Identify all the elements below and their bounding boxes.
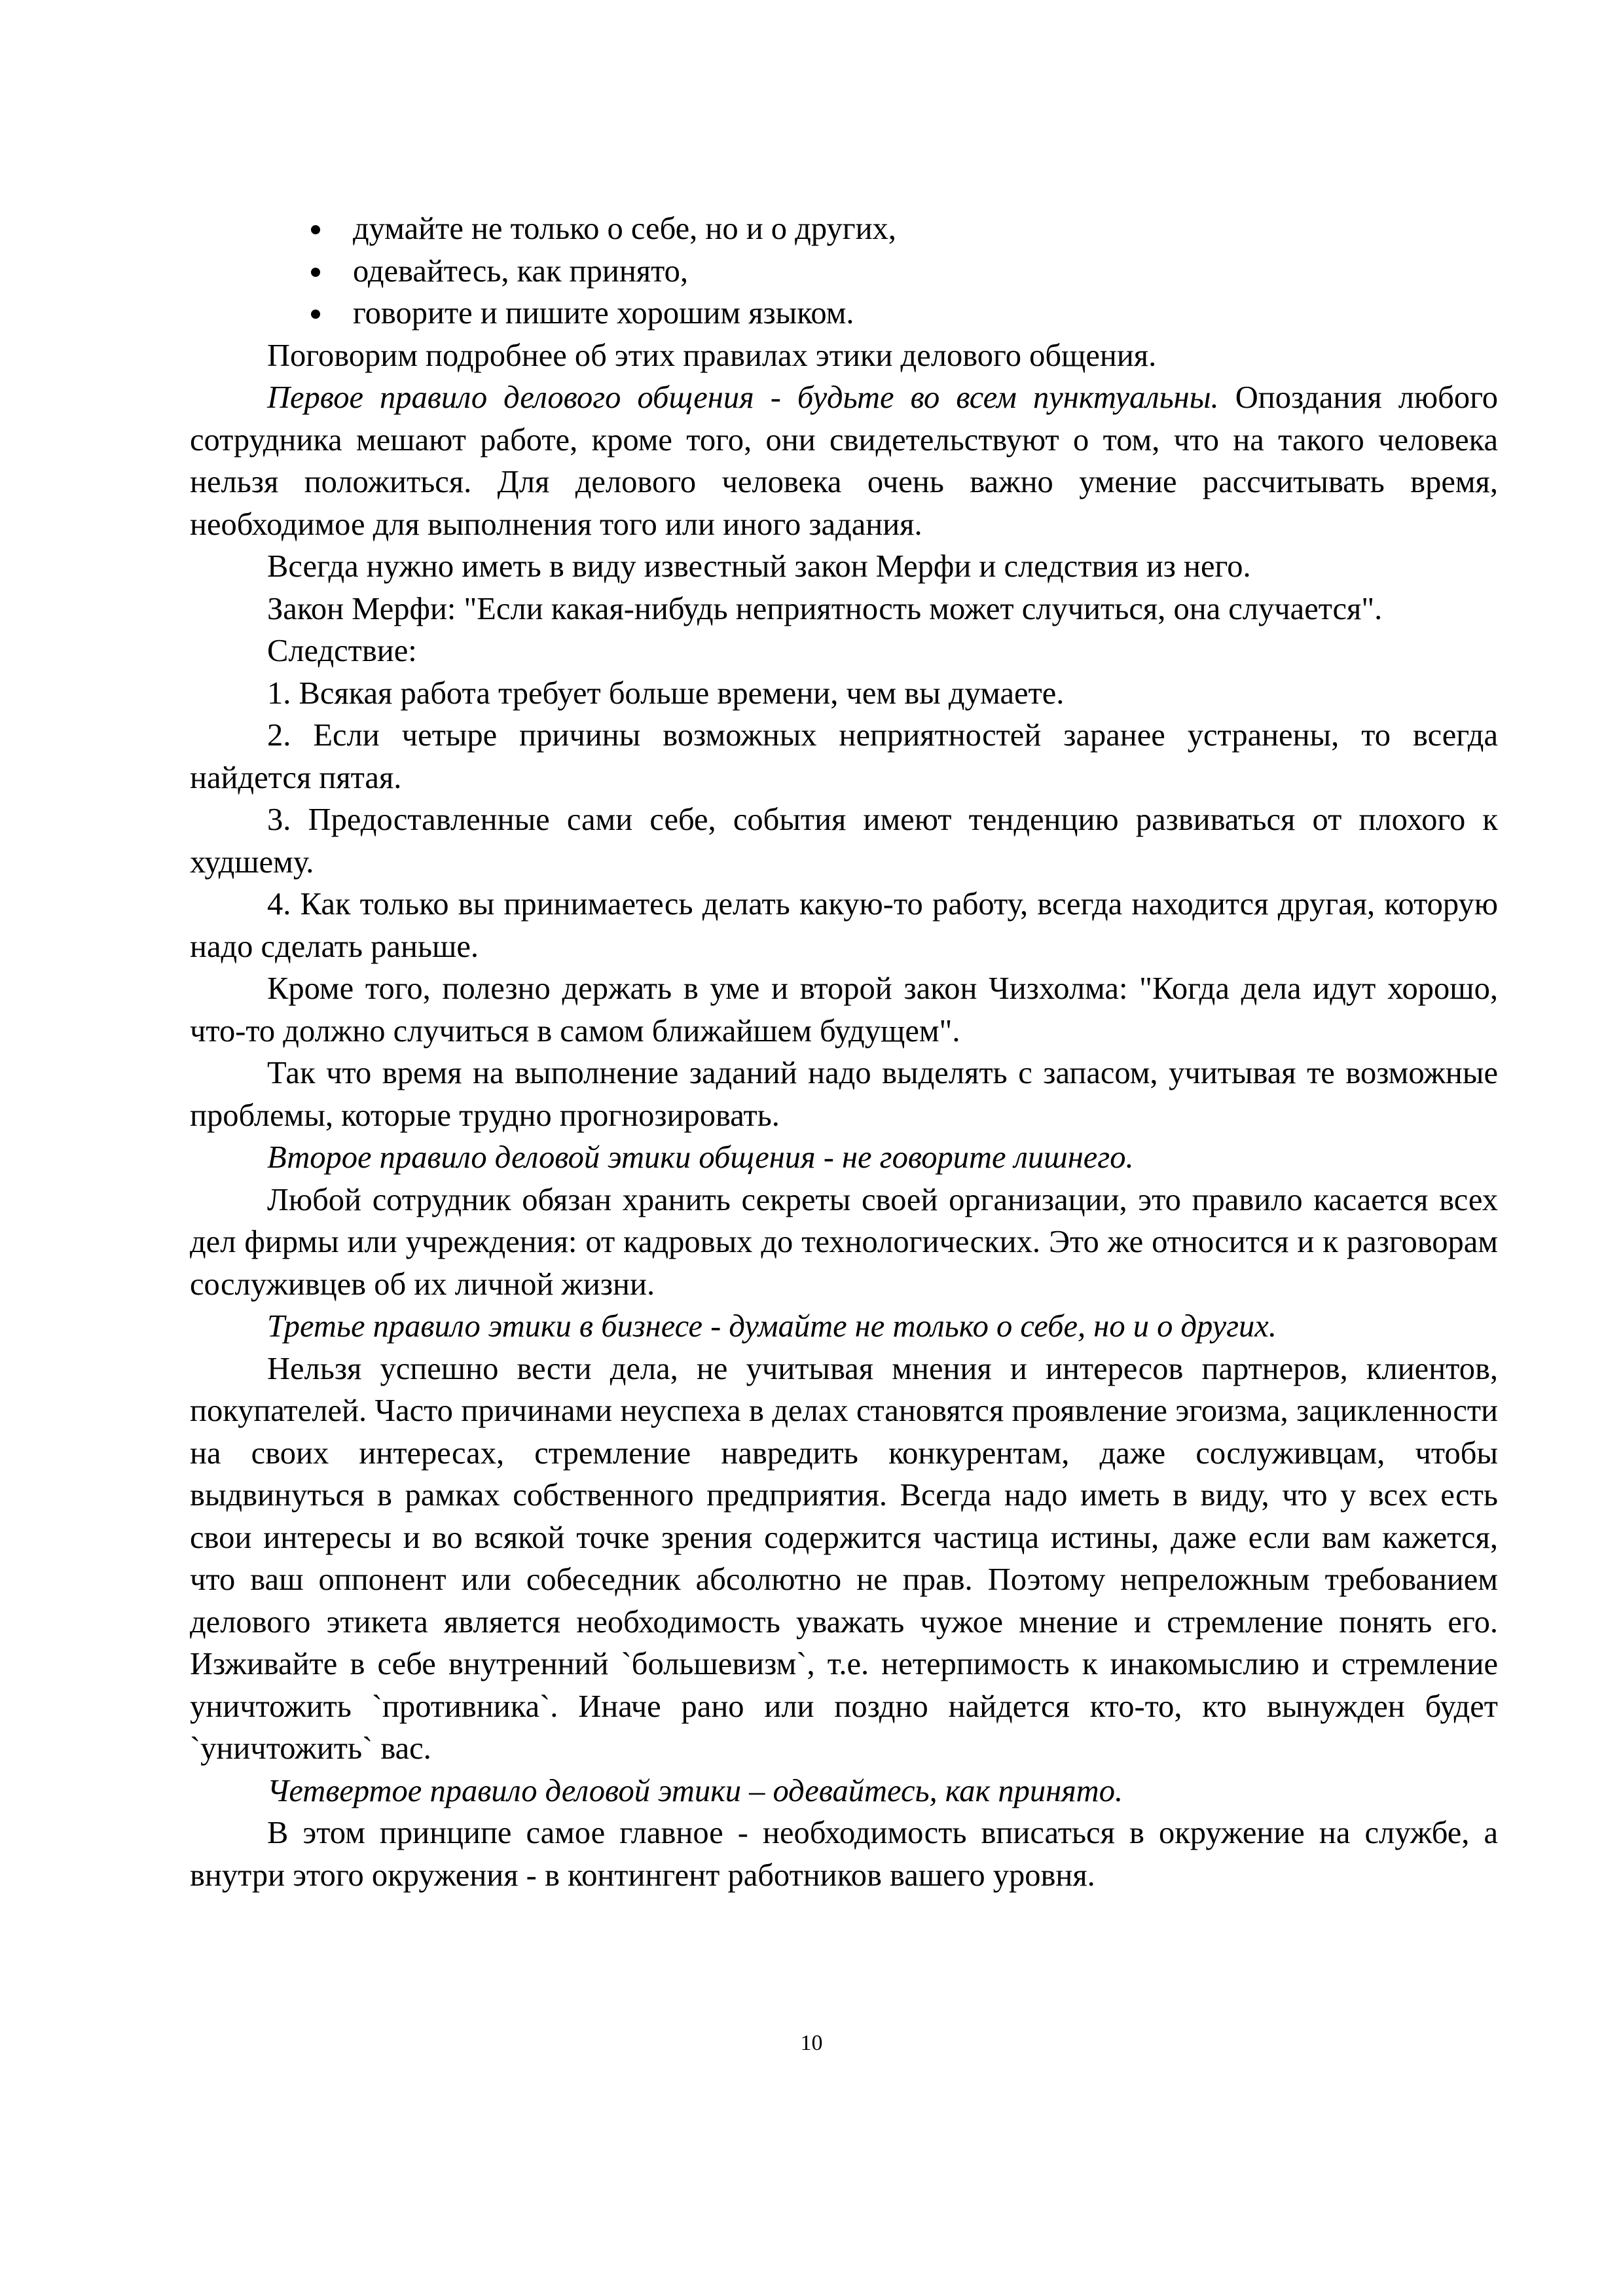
time-reserve-paragraph: Так что время на выполнение заданий надо выделять с запасом, учитывая те возможные проблемы, которые трудно прогнозировать. — [190, 1056, 1498, 1133]
bullet-dot-icon — [311, 310, 320, 319]
rule2-paragraph: Любой сотрудник обязан хранить секреты своей организации, это правило касается всех дел фирмы или учреждения: от кадровых до технологических. Это же относится и к разговорам сослуживцев об их личной жизни. — [190, 1182, 1498, 1302]
corollary-item: 1. Всякая работа требует больше времени, чем вы думаете. — [267, 675, 1065, 711]
rule4-title: Четвертое правило деловой этики – одевайтесь, как принято. — [267, 1773, 1123, 1808]
rule3-title: Третье правило этики в бизнесе - думайте не только о себе, но и о других. — [267, 1309, 1277, 1344]
corollary-title: Следствие: — [267, 634, 417, 668]
murphy-intro-paragraph: Всегда нужно иметь в виду известный закон Мерфи и следствия из него. — [267, 549, 1251, 584]
bullet-text: одевайтесь, как принято, — [353, 253, 689, 289]
rule2-title: Второе правило деловой этики общения - не говорите лишнего. — [267, 1140, 1134, 1175]
corollary-item: 4. Как только вы принимаетесь делать какую-то работу, всегда находится другая, которую надо сделать раньше. — [190, 887, 1498, 964]
page-number: 10 — [800, 2031, 823, 2055]
chisholm-paragraph: Кроме того, полезно держать в уме и второй закон Чизхолма: "Когда дела идут хорошо, что-то должно случиться в самом ближайшем будущем". — [190, 971, 1498, 1049]
rule4-paragraph: В этом принципе самое главное - необходимость вписаться в окружение на службе, а внутри этого окружения - в контингент работников вашего уровня. — [190, 1816, 1498, 1893]
bullet-dot-icon — [311, 268, 320, 277]
bullet-item — [190, 293, 1498, 335]
bullet-dot-icon — [311, 225, 320, 234]
document-page — [190, 208, 1498, 1897]
rule3-paragraph: Нельзя успешно вести дела, не учитывая мнения и интересов партнеров, клиентов, покупателей. Часто причинами неуспеха в делах становятся проявление эгоизма, зацикленности на своих интересах, стремление навредить конкурентам, даже сослуживцам, чтобы выдвинуться в рамках собственного предприятия. Всегда надо иметь в виду, что у всех есть свои интересы и во всякой точке зрения содержится частица истины, даже если вам кажется, что ваш оппонент или собеседник абсолютно не прав. Поэтому непреложным требованием делового этикета является необходимость уважать чужое мнение и стремление понять его. Изживайте в себе внутренний `большевизм`, т.е. нетерпимость к инакомыслию и стремление уничтожить `противника`. Иначе рано или поздно найдется кто-то, кто вынужден будет `уничтожить` вас. — [190, 1351, 1498, 1766]
rule1-title: Первое правило делового общения - будьте во всем пунктуальны. — [267, 380, 1219, 415]
bullet-text: говорите и пишите хорошим языком. — [353, 296, 854, 331]
rule1-text: Опоздания любого сотрудника мешают работе, кроме того, они свидетельствуют о том, что на такого человека нельзя положиться. Для делового человека очень важно умение рассчитывать время, необходимое для выполнения того или иного задания. — [190, 380, 1498, 542]
murphy-law-paragraph: Закон Мерфи: "Если какая-нибудь неприятность может случиться, она случается". — [267, 591, 1383, 626]
bullet-text: думайте не только о себе, но и о других, — [353, 211, 896, 246]
rule1-paragraph — [190, 377, 1498, 546]
bullet-item — [190, 208, 1498, 251]
bullet-item — [190, 251, 1498, 293]
rules-bullet-list — [190, 208, 1498, 335]
corollary-item: 2. Если четыре причины возможных неприятностей заранее устранены, то всегда найдется пятая. — [190, 718, 1498, 795]
intro-paragraph: Поговорим подробнее об этих правилах этики делового общения. — [267, 338, 1157, 373]
corollary-item: 3. Предоставленные сами себе, события имеют тенденцию развиваться от плохого к худшему. — [190, 802, 1498, 880]
